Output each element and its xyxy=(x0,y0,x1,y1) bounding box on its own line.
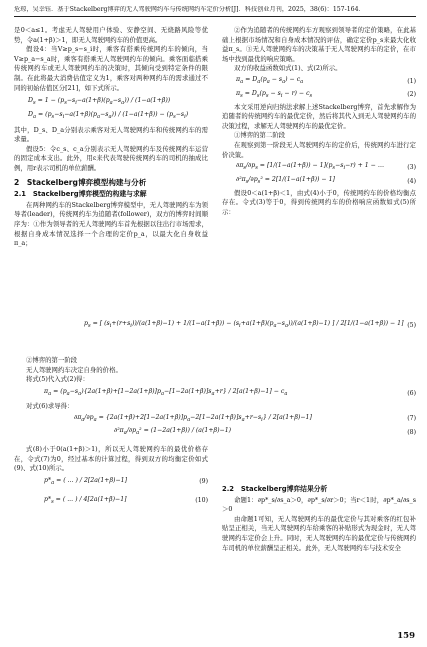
paragraph: 对式(6)求导得： xyxy=(26,402,74,410)
paragraph: 双方的收益函数如式(1)、式(2)所示。 xyxy=(234,64,342,73)
left-column-final: 式(8)小于0(a(1+β)＞1)，所以无人驾驶网约车的最优价格存在，令式(7)为0，经过基本的计算过程，得到双方的均衡定价如式(9)、式(10)所示。 $p*_a$ = ( ... ) / 2[2a(1+β)−1] (9) $p*_s$ = ( ... ) / 4[2a(1+β)−1] (10) xyxy=(14,445,208,505)
paragraph: 本文采用逆向归纳法求解上述Stackelberg博弈，首先求解作为追随者的传统网约车的最优定价，然后将其代入到无人驾驶网约车的决策过程，求解无人驾驶网约车的最优定价。 xyxy=(222,102,416,130)
demand-equation: $D_s = 1 - (p_s-s_i-a(1+\beta)(p_a-s_a)) / (1-a(1+\beta))$ $D_a = (p_s-s_i-a(1+\beta)(p_a-s_a)) / (1-a(1+\beta)) - (p_s-s_i)$ xyxy=(28,97,189,121)
paragraph: ②博弈的第一阶段 xyxy=(26,356,78,364)
section-heading: 2 Stackelberg博弈模型构建与分析 xyxy=(14,177,147,187)
equation-row: $\partial^2\pi_s/\partial p_s^2 = 2[1/(1-a(1+\beta)) - 1]$ (4) xyxy=(236,176,416,186)
paragraph: 将式(5)代入式(2)得： xyxy=(26,375,89,384)
paragraph: 无人驾驶网约车决定自身的价格。 xyxy=(26,365,122,374)
subsection-heading: 2.2 Stackelberg博弈结果分析 xyxy=(222,485,328,493)
paragraph: 在两种网约车的Stackelberg博弈模型中，无人驾驶网约车为领导者(leader)，传统网约车为追随者(follower)，双方的博弈时间顺序为：①作为领导者的无人驾驶网约车首先根据以往出行市场需求，根据自身成本情况选择一个合理的定价p_a，以最大化自身收益π_a； xyxy=(14,200,208,248)
equation-row: $\pi_a = D_a(p_a - s_a) - c_a$ (1) xyxy=(236,75,416,86)
paragraph: 假设0＜a(1+β)＜1，由式(4)小于0，传统网约车的价格均衡点存在。令式(3)等于0，得到传统网约车的价格响应函数如式(5)所示： xyxy=(222,188,416,217)
running-header: 危琼，吴幸钰．基于Stackelberg博弈的无人驾驶网约车与传统网约车定价分析[J]．科技创业月刊，2025，38(6)：157-164． xyxy=(14,6,416,17)
right-column-bottom xyxy=(222,482,416,553)
equation-5: $p_s$ = [ $(s_i+(r+s_i))/(a(1+\beta)-1) + 1/(1-a(1+\beta)) - (s_i+a(1+\beta)(p_a-s_a))/(a(1+\beta)-1)$ ] / 2[1/(1−a(1+β)) − 1] (5) xyxy=(84,320,416,330)
equation-row: $\pi_s = D_s(p_s - s_i - r) - c_s$ (2) xyxy=(236,89,416,100)
paragraph: 是0＜a≤1。考虑无人驾驶用户体验、安静空间、无烧路风险等优势，令a(1+β)＞1，即无人驾驶网约车的价值更高。 xyxy=(14,26,208,44)
derivative-block: 对式(6)求导得： $\partial\pi_a/\partial p_a = \{2a(1+\beta)+2[1-2a(1+\beta)]p_a-2[1-2a(1+\beta)]s_a+r-s_i\} / 2[a(1+\beta)-1]$ (7) $\partial^2\pi_a/\partial p_a^2 = (1-2a(1+\beta)) / (a(1+\beta)-1)$ (8) xyxy=(14,402,416,440)
paragraph: 式(8)小于0(a(1+β)＞1)，所以无人驾驶网约车的最优价格存在，令式(7)为0，经过基本的计算过程，得到双方的均衡定价如式(9)、式(10)所示。 xyxy=(14,445,208,473)
left-column-bottom xyxy=(14,356,208,385)
paragraph: 其中，D_s、D_a分别表示乘客对无人驾驶网约车和传统网约车的需求量。 xyxy=(14,125,208,144)
equation-row: $\partial\pi_s/\partial p_s = [1/(1-a(1+\beta)) - 1](p_s-s_i-r) + 1$ − … (3) xyxy=(236,162,416,172)
paragraph: ②作为追随者的传统网约车方观察到领导者的定价策略，在此基础上根据市场情况和自身成本情况的评估，确定定价p_s来最大化收益π_s。③无人驾驶网约车的决策基于无人驾驶网约车的定价，在市场中找到最优的响应策略。 xyxy=(222,26,416,63)
proposition: 命题1：∂p*_s/∂s_a＞0，∂p*_s/∂r＞0；当r＜1时，∂p*_a/∂s_s＞0 xyxy=(222,495,416,514)
page-number: 159 xyxy=(397,631,415,641)
paragraph: 假设5：令c_s、c_a分别表示无人驾驶网约车及传统网约车运营的固定成本支出。此外，用ε来代表驾驶传统网约车的司机的抽成比例，用r表示司机的单位薪酬。 xyxy=(14,144,208,172)
paragraph: 假设4：当V≥p_s−s_i时，乘客有搭乘传统网约车的倾向，当V≥p_a−s_a时，乘客有搭乘无人驾驶网约车的倾向。乘客面临搭乘传统网约车或无人驾驶网约车的决策时，其倾向受到特定条件的限制。在此将最大消费估值定义为1，乘客对两种网约车的需求通过不同的初始估值区分[21]，如下式所示。 xyxy=(14,45,208,92)
paragraph: 由命题1可知，无人驾驶网约车的最优定价与其对乘客的红包补贴呈正相关，当无人驾驶网约车给乘客的补贴形式为现金时，无人驾驶网约车定价会上升。同时，无人驾驶网约车的最优定价与传统网约车司机的单位薪酬呈正相关。此外，无人驾驶网约车与技术安全 xyxy=(222,514,416,552)
equation-6: $\pi_a = (p_a-s_a)\{2a(1+\beta)+[1-2a(1+\beta)]p_a-[1-2a(1+\beta)]s_a+r\} / 2[a(1+\beta)-1] - c_a$ (6) xyxy=(44,388,416,398)
right-column xyxy=(222,26,416,218)
paragraph: ①博弈的第二阶段 xyxy=(234,131,286,140)
left-column xyxy=(14,26,208,249)
paragraph: 在观察到第一阶段无人驾驶网约车的定价后，传统网约车进行定价决策。 xyxy=(222,141,416,159)
subsection-heading: 2.1 Stackelberg博弈模型的构建与求解 xyxy=(14,190,147,199)
